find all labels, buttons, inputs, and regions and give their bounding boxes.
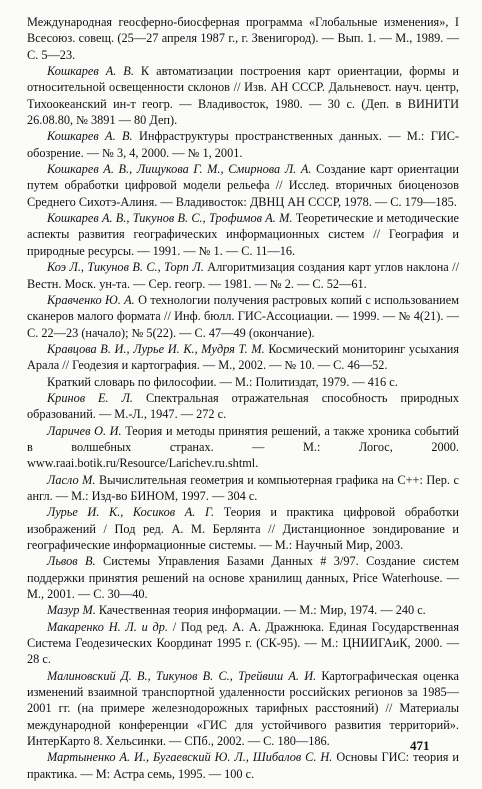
reference-entry bbox=[27, 749, 459, 782]
reference-entry bbox=[27, 390, 459, 423]
reference-text: О технологии получения растровых копий с использованием сканеров малого формата // Инф. бюлл. ГИС-Ассоциации. — 1999. — № 4(21). — С. 22—23 (начало); № 5(22). — С. 47—49 (окончание). bbox=[27, 292, 459, 340]
reference-entry bbox=[27, 602, 459, 618]
reference-authors: Мазур М. bbox=[47, 603, 96, 618]
reference-entry bbox=[27, 63, 459, 128]
reference-authors: Львов В. bbox=[47, 554, 96, 569]
reference-authors: Макаренко Н. Л. и др. bbox=[47, 619, 168, 634]
reference-text: Вычислительная геометрия и компьютерная графика на C++: Пер. с англ. — М.: Изд-во БИНОМ, 1997. — 304 с. bbox=[27, 472, 459, 503]
reference-entry bbox=[27, 14, 459, 63]
reference-entry bbox=[27, 504, 459, 553]
reference-authors: Мартыненко А. И., Бугаевский Ю. Л., Шибалов С. Н. bbox=[47, 750, 333, 765]
reference-text: Алгоритмизация создания карт углов наклона // Вестн. Моск. ун-та. — Сер. геогр. — 1981. — № 2. — С. 52—61. bbox=[27, 260, 460, 291]
reference-authors: Кошкарев А. В. bbox=[47, 129, 133, 144]
reference-authors: Лурье И. К., Косиков А. Г. bbox=[47, 505, 215, 520]
reference-text: К автоматизации построения карт ориентации, формы и относительной освещенности склонов // Изв. АН СССР. Дальневост. науч. центр, Тихоокеанский ин-т геогр. — Владивосток, 1980. — 30 с. (Деп. в ВИНИТИ 26.08.80, № 3891 — 80 Деп). bbox=[27, 64, 459, 128]
reference-authors: Кравченко Ю. А. bbox=[47, 292, 135, 307]
reference-authors: Малиновский Д. В., Тикунов В. С., Трейвиш А. И. bbox=[47, 668, 317, 683]
reference-authors: Ларичев О. И. bbox=[47, 423, 122, 438]
page-number: 471 bbox=[410, 738, 430, 753]
reference-text: Качественная теория информации. — М.: Мир, 1974. — 240 с. bbox=[95, 603, 426, 618]
reference-text: Космический мониторинг усыхания Арала // Геодезия и картография. — М., 2002. — № 10. — С. 46—52. bbox=[27, 341, 459, 373]
reference-authors: Ласло М. bbox=[47, 472, 96, 487]
reference-entry bbox=[27, 619, 459, 668]
reference-entry bbox=[27, 292, 459, 341]
reference-entry bbox=[27, 128, 459, 161]
reference-text: Теория и практика цифровой обработки изображений / Под ред. А. М. Берлянта // Дистанционное зондирование и географические информационные системы. — М.: Научный Мир, 2003. bbox=[27, 505, 460, 552]
reference-text: Спектральная отражательная способность природных образований. — М.-Л., 1947. — 272 с. bbox=[27, 390, 459, 422]
reference-text: Теоретические и методические аспекты развития географических информационных систем // География и природные ресурсы. — 1991. — № 1. — С. 11—16. bbox=[27, 211, 459, 258]
reference-authors: Кошкарев А. В., Тикунов В. С., Трофимов А. М. bbox=[47, 211, 293, 226]
bibliography-list bbox=[27, 14, 459, 782]
reference-text: Основы ГИС: теория и практика. — М: Астра семь, 1995. — 100 с. bbox=[27, 750, 459, 781]
reference-text: Теория и методы принятия решений, а также хроника событий в волшебных странах. — М.: Логос, 2000. www.raai.botik.ru/Resource/Larichev.ru.shtml. bbox=[27, 423, 459, 471]
reference-text: Международная геосферно-биосферная программа «Глобальные изменения», I Всесоюз. совещ. (25—27 апреля 1987 г., г. Звенигород). — Вып. 1. — М., 1989. — С. 5—23. bbox=[27, 15, 459, 62]
reference-text: Системы Управления Базами Данных # 3/97. Создание систем поддержки принятия решений на основе хранилищ данных, Price Waterhouse. — М., 2001. — С. 30—40. bbox=[27, 554, 459, 602]
reference-text: / Под ред. А. А. Дражнюка. Единая Государственная Система Геодезических Координат 1995 г. (СК-95). — М.: ЦНИИГАиК, 2000. — 28 с. bbox=[27, 619, 460, 667]
reference-entry bbox=[27, 668, 459, 750]
reference-authors: Кошкарев А. В., Лищукова Г. М., Смирнова Л. А. bbox=[47, 162, 312, 177]
reference-entry bbox=[27, 341, 459, 374]
reference-entry bbox=[27, 161, 459, 210]
reference-entry bbox=[27, 374, 459, 390]
reference-text: Краткий словарь по философии. — М.: Политиздат, 1979. — 416 с. bbox=[47, 374, 398, 389]
reference-entry bbox=[27, 259, 459, 292]
reference-authors: Кринов Е. Л. bbox=[47, 390, 133, 405]
reference-text: Создание карт ориентации путем обработки цифровой модели рельефа // Исслед. вторичных биоценозов Среднего Сихотэ-Алиня. — Владивосток: ДВНЦ АН СССР, 1978. — С. 179—185. bbox=[27, 162, 460, 209]
reference-authors: Кравцова В. И., Лурье И. К., Мудря Т. М. bbox=[47, 341, 265, 356]
reference-text: Картографическая оценка изменений взаимной транспортной удаленности российских регионов за 1985—2001 гг. (на примере железнодорожных тарифных расстояний) // Материалы международной конференции «ГИС для устойчивого развития территорий». ИнтерКарто 8. Хельсинки. — СПб., 2002. — С. 180—186. bbox=[27, 668, 459, 749]
reference-entry bbox=[27, 423, 459, 472]
reference-authors: Коэ Л., Тикунов В. С., Торп Л. bbox=[47, 260, 204, 275]
reference-entry bbox=[27, 210, 459, 259]
reference-text: Инфраструктуры пространственных данных. — М.: ГИС-обозрение. — № 3, 4, 2000. — № 1, 2001. bbox=[27, 129, 459, 160]
reference-entry bbox=[27, 553, 459, 602]
reference-authors: Кошкарев А. В. bbox=[47, 64, 134, 79]
reference-entry bbox=[27, 472, 459, 505]
